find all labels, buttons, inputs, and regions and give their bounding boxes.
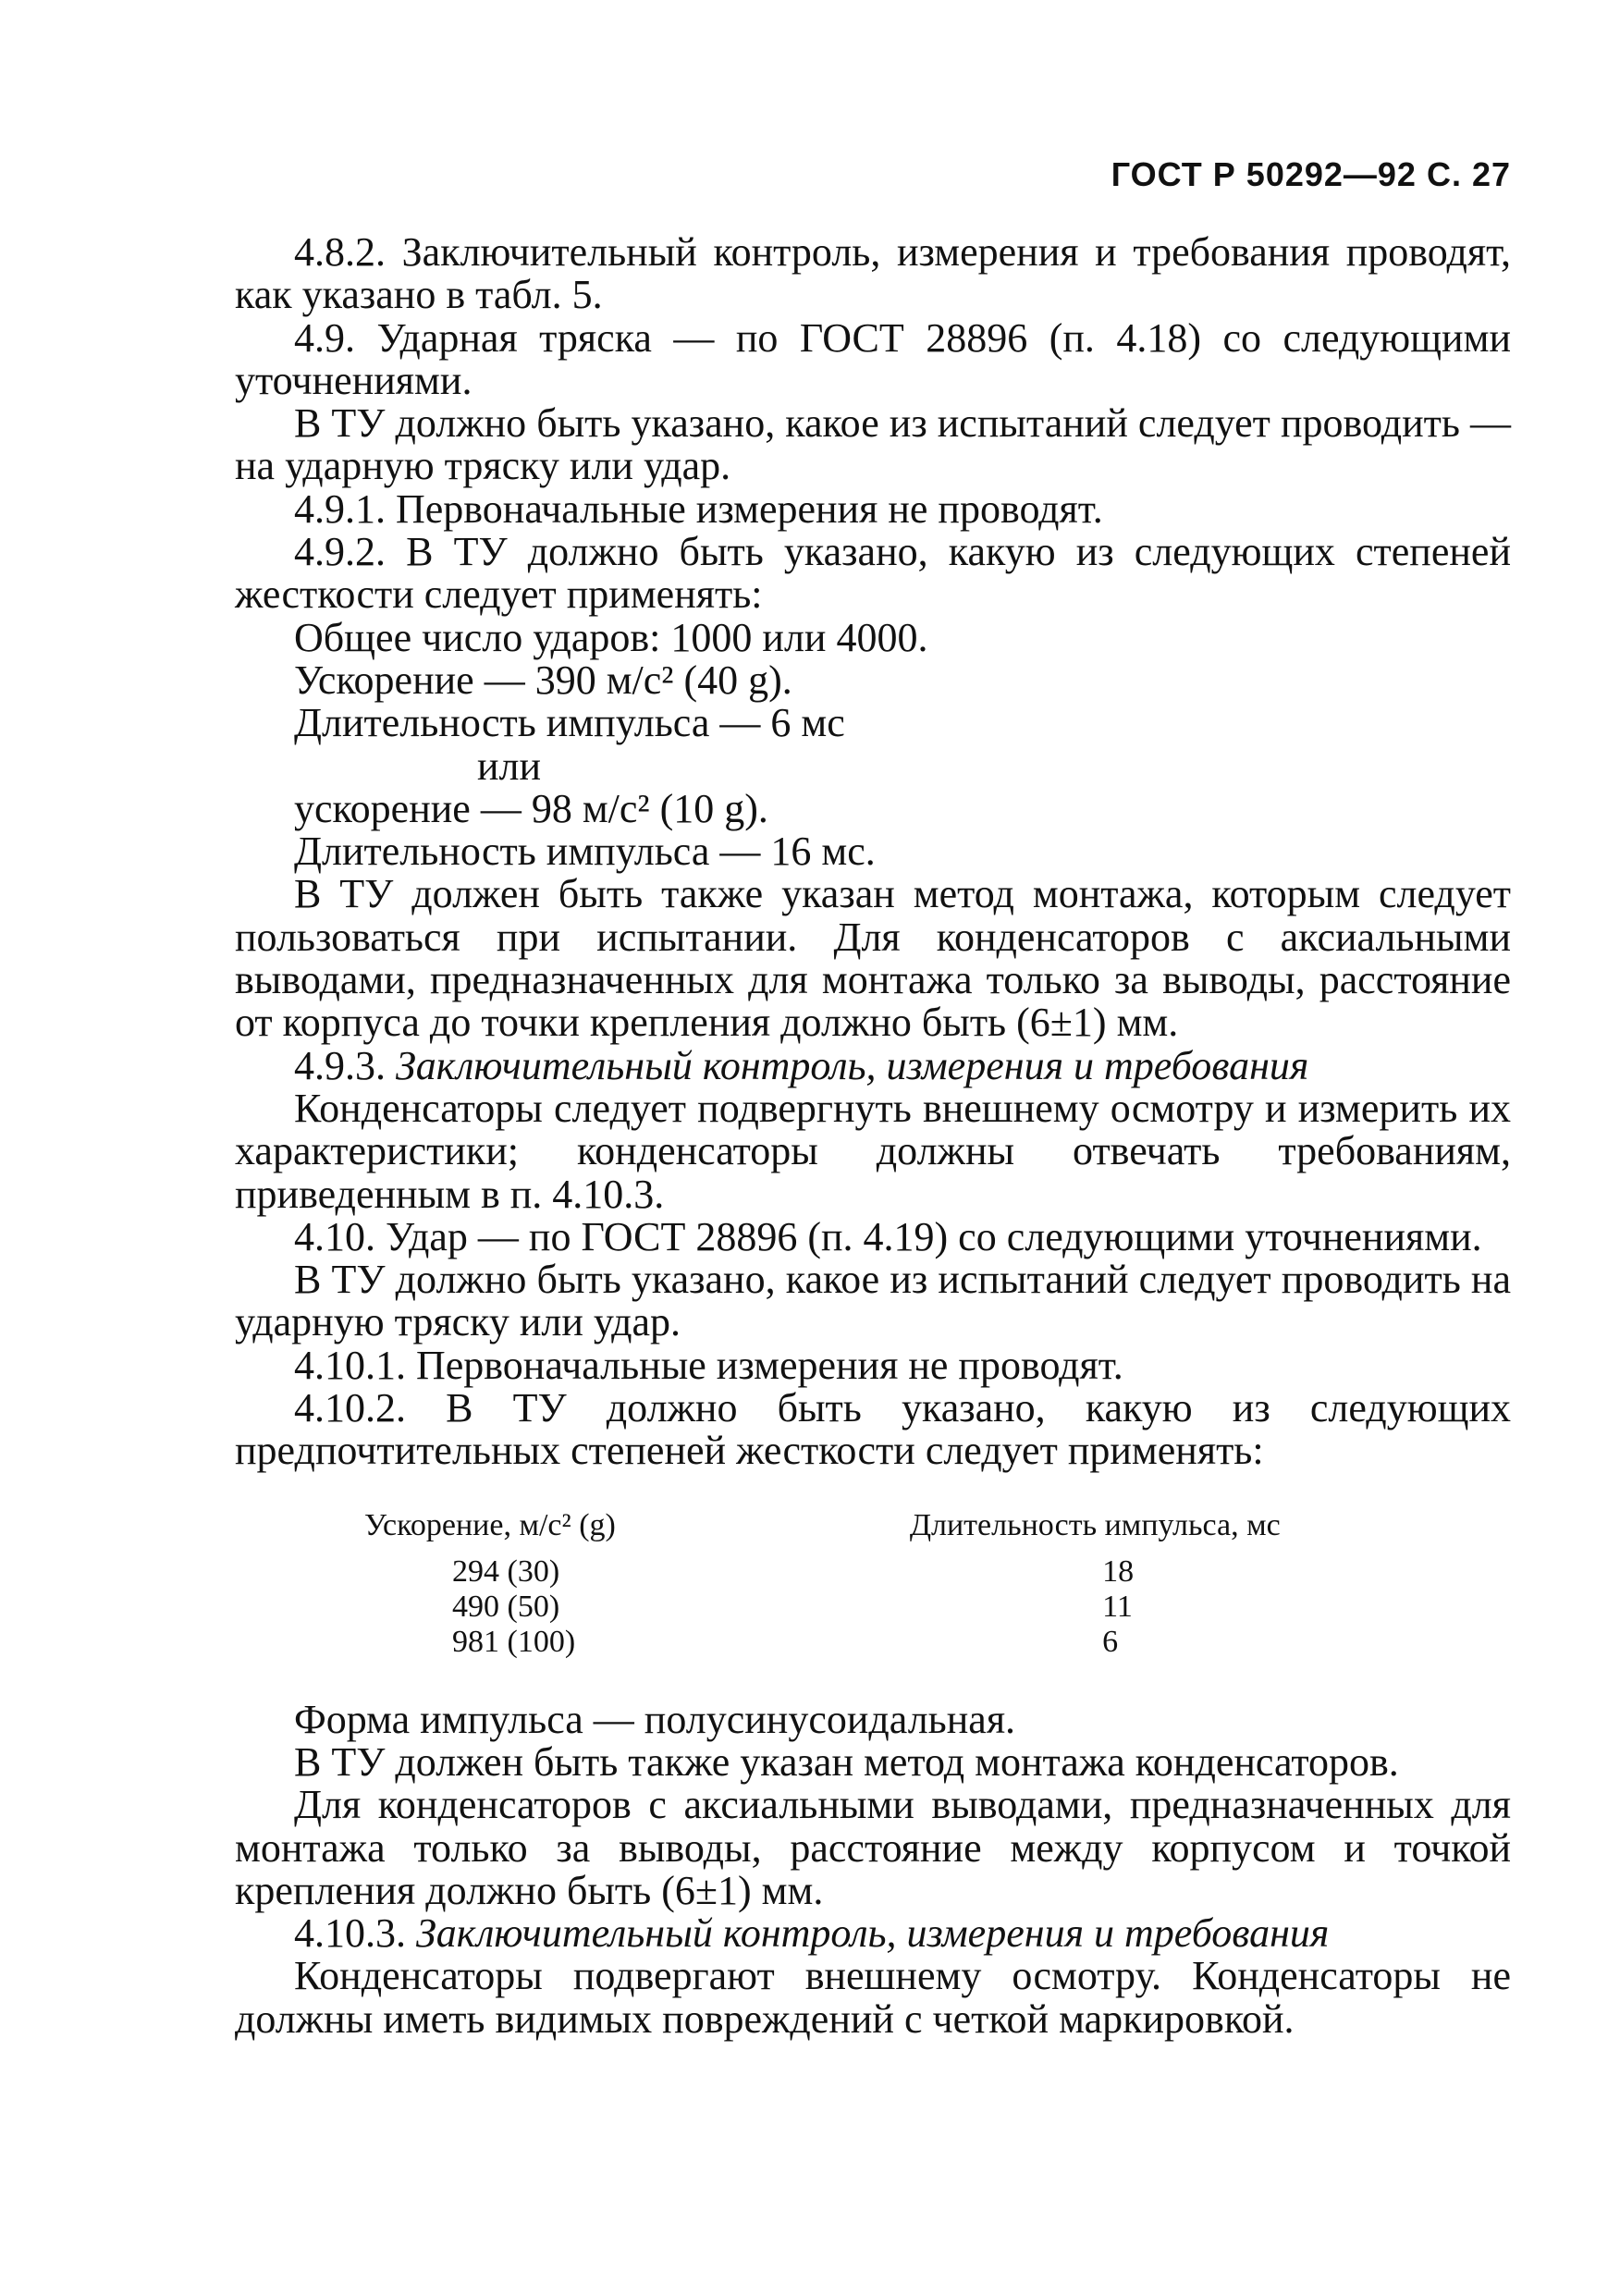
paragraph-mounting-method-2: В ТУ должен быть также указан метод монтажа конденсаторов. <box>294 1738 1399 1785</box>
paragraph-4-9-2: 4.9.2. В ТУ должно быть указано, какую из следующих степеней жесткости следует применять: <box>235 529 1511 618</box>
line-acceleration-1: Ускорение — 390 м/с² (40 g). <box>294 657 792 703</box>
paragraph-4-10-note: В ТУ должно быть указано, какое из испытаний следует проводить на ударную тряску или удар. <box>235 1257 1511 1345</box>
paragraph-4-10-3 <box>294 1912 1511 1955</box>
line-duration-1: Длительность импульса — 6 мс <box>294 700 845 746</box>
paragraph-4-9: 4.9. Ударная тряска — по ГОСТ 28896 (п. 4.18) со следующими уточнениями. <box>235 314 1511 403</box>
table-header-acceleration: Ускорение, м/с² (g) <box>364 1507 616 1542</box>
table-cell-duration: 11 <box>1102 1589 1133 1624</box>
line-or: или <box>477 743 542 789</box>
table-header <box>235 1508 1511 1543</box>
table-row <box>235 1554 1511 1590</box>
paragraph-mounting-method: В ТУ должен быть также указан метод монтажа, которым следует пользоваться при испытании. Для конденсаторов с аксиальными выводами, предназначенных для монтажа только за выводы, расстояние от корпуса до точки крепления должно быть (6±1) мм. <box>235 871 1511 1046</box>
paragraph-4-9-3 <box>294 1042 1511 1088</box>
paragraph-pulse-shape: Форма импульса — полусинусоидальная. <box>294 1696 1016 1742</box>
line-acceleration-2: ускорение — 98 м/с² (10 g). <box>294 785 768 831</box>
section-number: 4.9.3. <box>294 1042 386 1088</box>
table-cell-acceleration: 294 (30) <box>452 1553 560 1589</box>
table-cell-acceleration: 490 (50) <box>452 1589 560 1624</box>
table-row <box>235 1625 1511 1660</box>
paragraph-4-10-1: 4.10.1. Первоначальные измерения не проводят. <box>294 1342 1123 1388</box>
section-title: Заключительный контроль, измерения и требования <box>416 1910 1330 1957</box>
paragraph-4-10-2: 4.10.2. В ТУ должно быть указано, какую из следующих предпочтительных степеней жесткости следует применять: <box>235 1385 1511 1474</box>
section-title: Заключительный контроль, измерения и требования <box>396 1042 1309 1088</box>
table-row <box>235 1590 1511 1625</box>
paragraph-4-9-1: 4.9.1. Первоначальные измерения не проводят. <box>294 485 1103 532</box>
table-cell-duration: 18 <box>1102 1553 1135 1589</box>
paragraph-inspection-2: Конденсаторы подвергают внешнему осмотру. Конденсаторы не должны иметь видимых повреждений с четкой маркировкой. <box>235 1953 1511 2042</box>
document-body <box>235 231 1511 2041</box>
section-number: 4.10.3. <box>294 1910 406 1957</box>
page-header: ГОСТ Р 50292—92 С. 27 <box>1111 155 1511 193</box>
paragraph-4-8-2: 4.8.2. Заключительный контроль, измерения и требования проводят, как указано в табл. 5. <box>235 229 1511 318</box>
paragraph-4-9-note: В ТУ должно быть указано, какое из испытаний следует проводить — на ударную тряску или удар. <box>235 400 1511 489</box>
table-header-duration: Длительность импульса, мс <box>909 1507 1281 1542</box>
line-duration-2: Длительность импульса — 16 мс. <box>294 829 876 875</box>
severity-table <box>235 1508 1511 1660</box>
line-shock-count: Общее число ударов: 1000 или 4000. <box>294 614 928 660</box>
paragraph-axial-leads: Для конденсаторов с аксиальными выводами, предназначенных для монтажа только за выводы, расстояние между корпусом и точкой крепления должно быть (6±1) мм. <box>235 1782 1511 1913</box>
paragraph-4-10: 4.10. Удар — по ГОСТ 28896 (п. 4.19) со следующими уточнениями. <box>294 1213 1482 1259</box>
table-cell-acceleration: 981 (100) <box>452 1624 576 1659</box>
paragraph-inspection-1: Конденсаторы следует подвергнуть внешнему осмотру и измерить их характеристики; конденсаторы должны отвечать требованиям, приведенным в п. 4.10.3. <box>235 1085 1511 1217</box>
table-cell-duration: 6 <box>1102 1624 1119 1659</box>
